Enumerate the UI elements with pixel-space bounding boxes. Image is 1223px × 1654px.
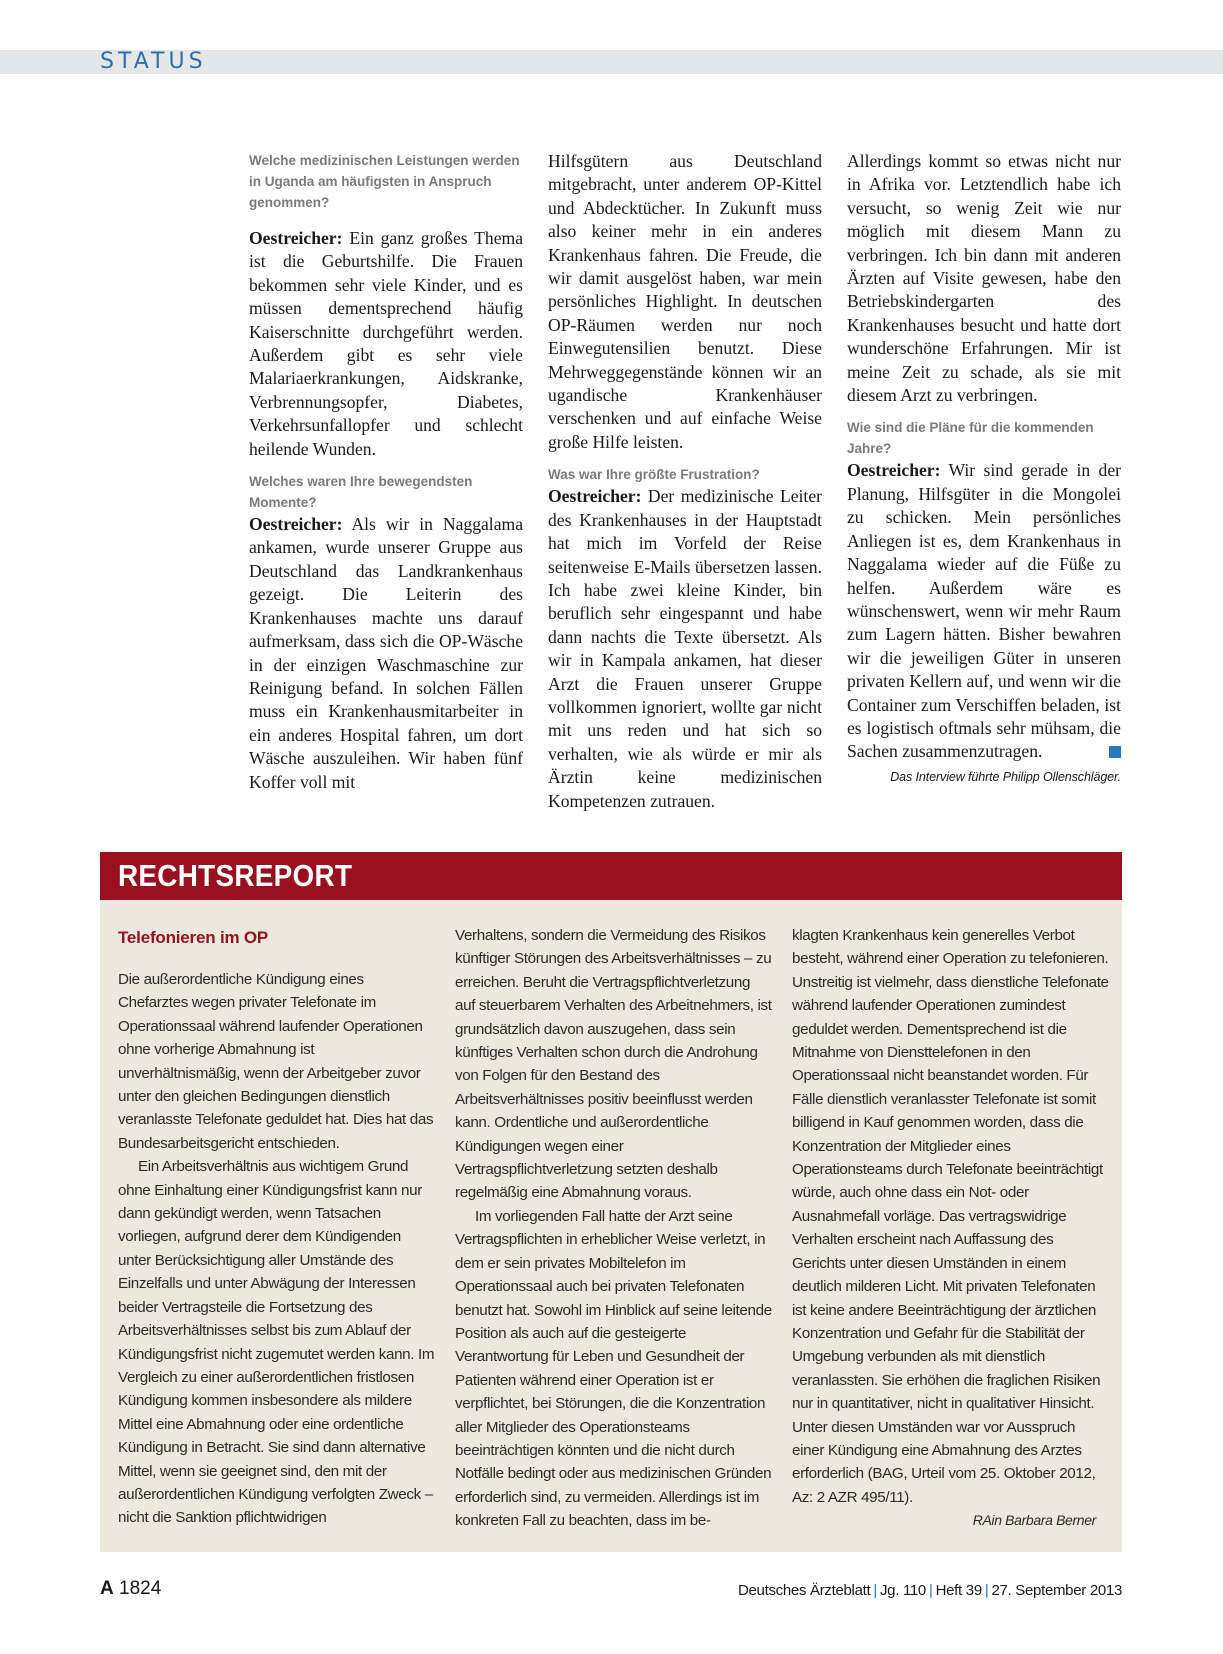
report-article-title: Telefonieren im OP	[118, 928, 269, 947]
speaker-name: Oestreicher:	[847, 460, 941, 481]
report-paragraph: Ein Arbeitsverhältnis aus wichtigem Grund ohne Einhaltung einer Kündigungsfrist kann nur dann gekündigt werden, wenn Tatsachen vorliegen, aufgrund derer dem Kündigenden unter Berücksichtigung aller Umstände des Einzelfalls und unter Abwägung der Interessen beider Vertragsteile die Fortsetzung des Arbeitsverhältnisses selbst bis zum Ablauf der Kündigungsfrist nicht zugemutet werden kann. Im Vergleich zu einer außerordentlichen fristlosen Kündigung kommen insbesondere als mildere Mittel eine Abmahnung oder eine ordentliche Kündigung in Betracht. Sie sind dann alternative Mittel, wenn sie geeignet sind, den mit der außerordentlichen Kündigung verfolgten Zweck – nicht die Sanktion pflichtwidrigen	[118, 1158, 435, 1527]
interview-section	[0, 150, 1223, 830]
journal-volume: Jg. 110	[879, 1582, 926, 1599]
report-paragraph: Verhaltens, sondern die Vermeidung des Risikos künftiger Störungen des Arbeitsverhältnisses – zu erreichen. Beruht die Vertragspflichtverletzung auf steuerbarem Verhalten des Arbeitnehmers, ist grundsätzlich davon auszugehen, dass sein künftiges Verhalten schon durch die Androhung von Folgen für den Bestand des Arbeitsverhältnisses positiv beeinflusst werden kann. Ordentliche und außerordentliche Kündigungen wegen einer Vertragspflichtverletzung setzten deshalb regelmäßig eine Abmahnung voraus.	[455, 927, 772, 1202]
rechtsreport-heading: RECHTSREPORT	[118, 858, 353, 893]
answer-continuation: Allerdings kommt so etwas nicht nur in Afrika vor. Letztendlich habe ich versucht, so wenig Zeit wie nur möglich mit diesem Mann zu verbringen. Ich bin dann mit anderen Ärzten auf Visite gewesen, habe den Betriebskindergarten des Krankenhauses besucht und hatte dort wunderschöne Erfahrungen. Mir ist meine Zeit zu schade, als sie mit diesem Arzt zu verbringen.	[847, 151, 1121, 406]
interview-question: Welche medizinischen Leistungen werden in Uganda am häufigsten in Anspruch genommen?	[249, 153, 520, 210]
page-letter: A	[100, 1578, 114, 1599]
publication-info	[738, 1582, 1122, 1599]
section-label: STATUS	[100, 49, 207, 74]
answer-text: Ein ganz großes Thema ist die Geburtshilfe. Die Frauen bekommen sehr viele Kinder, und es müssen dementsprechend häufig Kaiserschnitte durchgeführt werden. Außerdem gibt es sehr viele Malariaerkrankungen, Aidskranke, Verbrennungsopfer, Diabetes, Verkehrsunfallopfer und schlecht heilende Wunden.	[249, 228, 523, 459]
report-paragraph: Die außerordentliche Kündigung eines Chefarztes wegen privater Telefonate im Operationssaal während laufender Operationen ohne vorherige Abmahnung ist unverhältnismäßig, wenn der Arbeitgeber zuvor unter den gleichen Bedingungen dienstlich veranlasste Telefonate geduldet hat. Dies hat das Bundesarbeitsgericht entschieden.	[118, 971, 434, 1152]
interview-credit: Das Interview führte Philipp Ollenschläger.	[890, 769, 1121, 784]
separator: |	[984, 1582, 989, 1599]
journal-issue: Heft 39	[935, 1582, 982, 1599]
report-paragraph: Im vorliegenden Fall hatte der Arzt seine Vertragspflichten in erheblicher Weise verletzt, in dem er sein privates Mobiltelefon im Operationssaal auch bei privaten Telefonaten benutzt hat. Sowohl im Hinblick auf seine leitende Position als auch auf die gesteigerte Verantwortung für Leben und Gesundheit der Patienten während einer Operation ist er verpflichtet, bei Störungen, die die Konzentration aller Mitglieder des Operationsteams beeinträchtigen könnten und die nicht durch Notfälle bedingt oder aus medizinischen Gründen erforderlich sind, zu vermeiden. Allerdings ist im konkreten Fall zu beachten, dass im be-	[455, 1207, 772, 1530]
speaker-name: Oestreicher:	[249, 514, 343, 535]
answer-text: Als wir in Naggalama ankamen, wurde unserer Gruppe aus Deutschland das Landkrankenhaus gezeigt. Die Leiterin des Krankenhauses machte uns darauf aufmerksam, dass sich die OP-Wäsche in der einzigen Waschmaschine zur Reinigung befand. In solchen Fällen muss ein Krankenhausmitarbeiter in ein anderes Hospital fahren, um dort Wäsche auszuleihen. Wir haben fünf Koffer voll mit	[249, 514, 523, 792]
answer-text: Der medizinische Leiter des Krankenhauses in der Hauptstadt hat mich im Vorfeld der Reise seitenweise E-Mails übersetzen lassen. Ich habe zwei kleine Kinder, bin beruflich sehr eingespannt und habe dann nachts die Texte übersetzt. Als wir in Kampala ankamen, hat dieser Arzt die Frauen unserer Gruppe vollkommen ignoriert, wollte gar nicht mit uns reden und hat sich so verhalten, wie als würde er mir als Ärztin keine medizinischen Kompetenzen zutrauen.	[548, 486, 822, 811]
speaker-name: Oestreicher:	[249, 228, 343, 248]
rechtsreport-header	[100, 852, 1122, 900]
interview-question: Was war Ihre größte Frustration?	[548, 467, 760, 483]
report-column-2	[455, 924, 773, 1533]
interview-column-1	[249, 150, 523, 794]
interview-answer	[249, 227, 523, 461]
interview-answer	[548, 485, 822, 813]
interview-question: Welches waren Ihre bewegendsten Momente?	[249, 474, 473, 511]
journal-name: Deutsches Ärzteblatt	[737, 1582, 871, 1599]
interview-column-2	[548, 150, 822, 813]
interview-answer	[249, 513, 523, 794]
page-number	[100, 1578, 161, 1600]
separator: |	[928, 1582, 933, 1599]
interview-column-3	[847, 150, 1121, 789]
answer-continuation: Hilfsgütern aus Deutschland mitgebracht, unter anderem OP-Kittel und Abdecktücher. In Zukunft muss also keiner mehr in ein anderes Krankenhaus fahren. Die Freude, die wir damit ausgelöst haben, war mein persönliches Highlight. In deutschen OP-Räumen werden nur noch Einwegutensilien benutzt. Diese Mehrweggegenstände können wir an ugandische Krankenhäuser verschenken und auf einfache Weise große Hilfe leisten.	[548, 151, 822, 452]
end-of-article-icon	[1109, 746, 1121, 758]
interview-answer	[847, 459, 1121, 763]
report-paragraph: klagten Krankenhaus kein generelles Verbot besteht, während einer Operation zu telefonieren. Unstreitig ist vielmehr, dass dienstliche Telefonate während laufender Operationen zumindest geduldet werden. Dementsprechend ist die Mitnahme von Diensttelefonen in den Operationssaal nicht beanstandet worden. Für Fälle dienstlich veranlasster Telefonate ist somit billigend in Kauf genommen worden, dass die Konzentration der Mitglieder eines Operationsteams durch Telefonate beeinträchtigt würde, auch ohne dass ein Not- oder Ausnahmefall vorläge. Das vertragswidrige Verhalten erscheint nach Auffassung des Gerichts unter diesen Umständen in einem deutlich milderen Licht. Mit privaten Telefonaten ist keine andere Beeinträchtigung der ärztlichen Konzentration und Gefahr für die Stabilität der Umgebung verbunden als mit dienstlich veranlassten. Sie erhöhen die fraglichen Risiken nur in quantitativer, nicht in qualitativer Hinsicht. Unter diesen Umständen war vor Ausspruch einer Kündigung eine Abmahnung des Arztes erforderlich (BAG, Urteil vom 25. Oktober 2012, Az: 2 AZR 495/11).	[792, 927, 1109, 1506]
report-author: RAin Barbara Berner	[972, 1512, 1096, 1529]
speaker-name: Oestreicher:	[548, 486, 642, 507]
publication-date: 27. September 2013	[991, 1582, 1122, 1599]
separator: |	[873, 1582, 877, 1599]
rechtsreport-box	[100, 852, 1122, 1552]
report-column-3	[792, 924, 1110, 1533]
interview-question: Wie sind die Pläne für die kommenden Jahre?	[847, 420, 1094, 457]
answer-text: Wir sind gerade in der Planung, Hilfsgüter in die Mongolei zu schicken. Mein persönliches Anliegen ist es, dem Krankenhaus in Naggalama wieder auf die Füße zu helfen. Außerdem wäre es wünschenswert, wenn wir mehr Raum zum Lagern hätten. Bisher bewahren wir die jeweiligen Güter in unseren privaten Kellern auf, und wenn wir die Container zum Verschiffen beladen, ist es logistisch oftmals sehr mühsam, die Sachen zusammenzutragen.	[847, 460, 1121, 762]
page-number-value: 1824	[119, 1578, 162, 1599]
report-column-1	[118, 926, 436, 1530]
